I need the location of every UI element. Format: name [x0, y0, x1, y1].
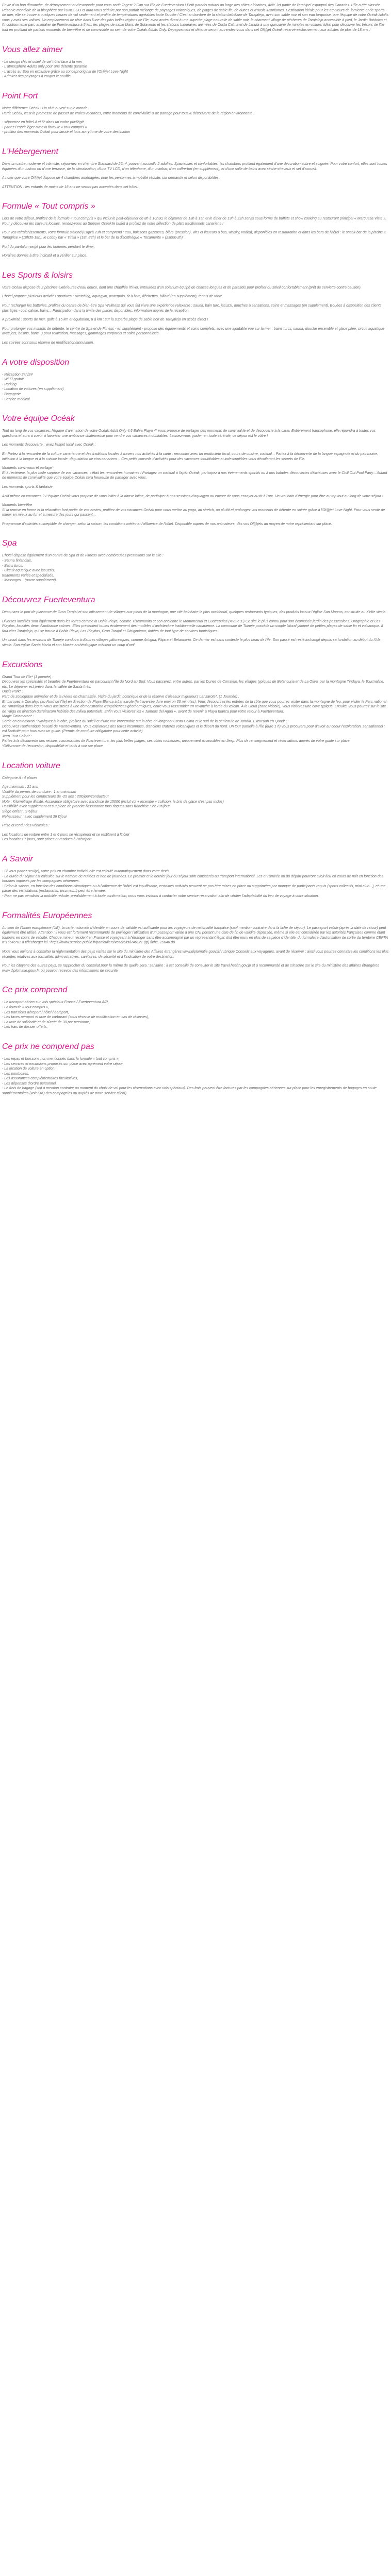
paragraph: ATTENTION : les enfants de moins de 18 ans ne seront pas acceptés dans cet hôtel. [2, 185, 138, 189]
section-title: Les Sports & loisirs [2, 270, 73, 280]
paragraph: A noter que votre Ol@jet dispose de 4 chambres aménagées pour les personnes à mobilité réduite, sur demande et selon disponibilités. [2, 176, 220, 180]
paragraph: Votre Océak dispose de 2 piscines extérieures d'eau douce, dont une chauffée l'hiver, entourées d'un solarium équipé de chaises longues et de parasols pour profiter du soleil confortablement (prêt de serviette contre caution). [2, 285, 362, 290]
paragraph: Les moments sports & fantaisie [2, 485, 53, 489]
section-formalites [2, 911, 389, 974]
paragraph: *Délivrance de l'excursion, disponibilité et tarifs à voir sur place. [2, 744, 104, 748]
paragraph: Port du pantalon exigé pour les hommes pendant le dîner. [2, 245, 95, 249]
paragraph: Note : Kilométrage illimité. Assurance obligatoire avec franchise de 1500€ (inclut vol + incendie + collision, le bris de glace n'est pas inclus) [2, 800, 224, 804]
paragraph: Si la remise en forme et la relaxation font partie de vos envies, profitez de vos vacances Océak pour vous mettre au yoga, au stretch, ou plutôt et prolongez vos moments de détente en soirée grâce à l'Ol@jet Love Night. Pour vous sentir de mieux en mieux au fur et à mesure des jours qui passent... [2, 508, 385, 517]
section-title: L'Hébergement [2, 147, 58, 156]
section-decouvrez [2, 596, 389, 648]
list-item: - L'atmosphère Adults only pour une détente garantie [2, 65, 87, 69]
paragraph: Horaires donnés à titre indicatif et à vérifier sur place. [2, 254, 88, 258]
intro-paragraph: Envie d'un bon dîmanche, de dépaysement et d'escapade pour vous sortir Tegest ? Cap sur l'île de Fuerteventura ! Petit paradis naturel au large des côtes africaines, ANY Jet partie de l'archipel espagnol des Canaries. L'île a été classée Réserve mondiale de la biosphère par l'UNESCO et aura vous séduire par son parfait mélange de paysages volcaniques, de plages de sable fin, de dunes et d'oasis luxuriantes. Destination idéale pour les amateurs de farniente et de sports de mer, elle se trouve à quelques heures de vol seulement et profite de températures agréables toute l'année ! C'est en bordure de la station balnéaire de Tarajalejo, avec son sable noir et son eau turquoise, que l'équipe de votre Océak Adults vous y avait ses valises. Un emplacement de rêve dans l'une des plus belles régions de l'île, avec accès direct à une superbe plage naturelle de sable noir, la charmant village de pêcheurs de Tarajalejo accessible à pied, le Jardin Botánico et l'incontournable parc animalier de Fuerteventura à 5 km, les plages de sable blanc de Sotavento et les stations balnéaires animées de Costa Calma et de Jandía à une quinzaine de minutes en voiture. Idéal pour découvrir les trésors de l'île tout en profitant de parfaits moments de bien-être et de convivialité au sein de votre Océak Adults Only. Dépaysement et détente seront au rendez-vous dans cet Ol@jet Océak réservé exclusivement aux adultes de plus de 18 ans ! [2, 4, 389, 32]
section-title: Découvrez Fuerteventura [2, 596, 95, 605]
paragraph: Embarquez à Corralejo (au Nord de l'île) en direction de Playa Blanca à Lanzarote (la traversée dure environ 30 minutes). Vous découvrirez les entrées de la côte que vous pourrez visiter dans la montagne de feu, pour visiter le Parc national de Timanfaya dans lequel vous assisterez à une démonstration d'expériences géothermiques, entre vous rassembler en revanche à l'orée du volcan. À la Geria (zone viticole), vous visiterez une cave typique. Ensuite, vous pourrez sur le site de Yaiga en direction d'Ereiracom habitée des milieu potentiels. Enfin vous visiterez les « Jameos del Agua », avant de revenir à Playa Blanca pour votre retour à Fuerteventura. [2, 700, 387, 714]
paragraph: Magic Catamaran* : [2, 715, 34, 719]
paragraph: Validité du permis de conduire : 1 an minimum [2, 790, 76, 794]
included-list [2, 1000, 389, 1030]
list-item: - Réception 24h/24 [2, 372, 33, 377]
paragraph: Découvrez le port de plaisance de Gran Tarajal et son lotissement de villages aux pieds de la montagne, une cité balnéaire le plus occidental, quelques restaurants typiques, des produits locaux l'église San Marcos, construite au XVIIe siècle. [2, 611, 387, 615]
section-spa [2, 539, 389, 583]
paragraph: L'hôtel dispose également d'un centre de Spa et de Fitness avec nombreuses prestations sur le site : [2, 554, 164, 558]
section-a-savoir [2, 855, 389, 899]
section-title: Formalités Européennes [2, 911, 92, 920]
paragraph: Siège enfant : 9 €/jour [2, 810, 38, 814]
list-item: - Admirer des paysages à couper le souffle [2, 75, 71, 79]
paragraph: Découvrez les spécialités et beautés de Fuerteventura en parcourant l'île du Nord au Sud. Vous passerez, entre autres, par les Dunes de Corralejo, les villages typiques de Betancuria et de La Oliva, par la montagne Tindaya, le Tourmaline, etc. Le déjeuner est prévu dans la vallée de Santa Inés. [2, 680, 384, 689]
paragraph: Lors de votre séjour, profitez de la formule « tout compris » qui inclut le petit-déjeuner de 8h à 10h30, le déjeuner de 13h à 15h et le dîner de 19h à 22h servis sous forme de buffets et show cooking au restaurant principal « Marquesa Vista ». Pour y découvrir les saveurs locales, rendez-vous au Snipper Océak'le buffet à profitez de notre sélection de plats traditionnels canariens ! [2, 217, 387, 226]
list-item: - Bagagerie [2, 392, 21, 396]
section-title: A Savoir [2, 855, 33, 864]
list-item: - Les dépenses d'ordre personnel, [2, 1081, 57, 1086]
list-item: - Les pourboires, [2, 1072, 29, 1076]
paragraph: Les moments découverte : vivez l'esprit local avec Océak : [2, 443, 96, 447]
section-excursions [2, 660, 389, 749]
spa-list [2, 558, 389, 583]
paragraph: Partez à la découverte des recoins inaccessibles de Fuerteventura, les plus belles plages, ses côtes rocheuses, uniquement accessibles en Jeep. Plus de renseignement et réservations auprès de votre guide sur place. [2, 739, 351, 743]
list-item: - L'accès au Spa en exclusive grâce au concept original de l'Ol@jet Love Night [2, 70, 128, 74]
section-title: Ce prix ne comprend pas [2, 1042, 94, 1051]
paragraph: Age minimum : 21 ans [2, 785, 38, 789]
service-list [2, 372, 389, 402]
section-title: Location voiture [2, 761, 60, 770]
paragraph: Pour les citoyens des autres pays, se rapprocher du consulat pour la même de quelle sera : sanitaire : il est conseillé de consulter le site travel.health.gov.jp et à recommandé et de s'inscrire sur le site du ministère des affaires étrangères www.diplomatie.gouv.fr, où pouvoir recevoir des informations de sécurité. [2, 964, 380, 973]
paragraph: Dans un cadre moderne et intimiste, séjournez en chambre Standard de 26m², pouvant accueillir 2 adultes. Spacieuses et confortables, les chambres profitent également d'une décoration sobre et soignée. Pour votre confort, elles sont toutes équipées d'un balcon ou d'une terrasse, de la climatisation, d'une TV LCD, d'un téléphone, d'un minibar, d'un coffre-fort (en supplément), et d'une salle de bains avec sèche-cheveux et set d'accueil. [2, 162, 387, 171]
section-title: Votre équipe Océak [2, 414, 75, 423]
paragraph: - Selon la saison, en fonction des conditions climatiques ou à l'affluence de l'hôtel est insuffisante, certaines activités peuvent ne pas être mises en place ou supprimées par manque de participants requis (sports collectifs, mini club...), et une partie des installations (restaurants, piscines...) peut être fermée. [2, 884, 386, 893]
section-formule [2, 202, 389, 259]
section-location-voiture [2, 761, 389, 843]
paragraph: Notre différence Océak : Un club ouvert sur le monde [2, 106, 88, 110]
paragraph: Les locations 7 jours, sont prises et rendues à l'aéroport [2, 838, 92, 842]
list-item: - Le design chic et soleil de cet hôtel face à la mer [2, 60, 83, 64]
paragraph: Prise et rendu des véhicules : [2, 824, 50, 828]
paragraph: Programme d'activités susceptible de changer, selon la saison, les conditions météo et l'affluence de l'hôtel. Disponible auprès de nos animateurs, dès vos Ol@jets au moyen de notre représentant sur place. [2, 522, 332, 526]
section-title: Vous allez aimer [2, 45, 63, 54]
list-item: - Le frais de bagage (soit à mention contraire au moment du choix de vol pour les réservations avec vols spéciaux). Des frais peuvent être facturés par les compagnies aériennes sur place pour les enregistrements de bagages en soute supplémentaires (voir FAQ des compagnies ou auprès de notre service client). [2, 1087, 377, 1096]
section-hebergement [2, 147, 389, 190]
page [0, 0, 391, 1121]
list-item: - Wi-Fi gratuit [2, 378, 24, 382]
paragraph: Nous vous invitons à consulter la réglementation des pays visités sur le site du ministère des Affaires étrangères www.diplomatie.gouv.fr/ rubrique Conseils aux voyageurs, avant de réserver : ainsi vous pourrez connaître les conditions les plus récentes relatives aux formalités administratives, sanitaires, de sécurité et à l'indication de votre destination. [2, 950, 389, 959]
paragraph: Au sein de l'Union européenne (UE), la carte nationale d'identité en cours de validité est suffisante pour les voyageurs de nationalité française (sauf mention contraire dans la fiche de séjour). Le passeport valide (après la date de retour) peut également être utilisé. Attention : il vous est fortement recommandé de privilégier l'utilisation d'un passeport valide à une CNI portant une date de fin de validité dépassée, même si elle est considérée par les autorités françaises comme étant toujours en cours de validité. Chaque mineur résident en France et voyageant à l'étranger sans être accompagné par un représentant légal, doit être muni en plus de sa pièce d'identité, du formulaire d'autorisation de sortie du territoire CERFA n°15646*01 à télécharger ici : https://www.service-public.fr/particuliers/vosdroits/R46121 (gt) fiche, 15646.do [2, 926, 388, 945]
paragraph: Supplément pour les conducteurs de -25 ans : 20€/jour/conducteur [2, 795, 109, 799]
section-title: Spa [2, 539, 17, 548]
list-item: - Massages... (ouvre supplément) [2, 579, 56, 583]
paragraph: En Partez à la rencontre de la culture canarienne et des traditions locales à travers nos activités à la carte : rencontre avec un producteur local, cours de cuisine, cocktail... Partez à la découverte de la langue espagnole et du patrimoine, initiation à la langue et à la cuisine locale. dégustation de vins canariens... Ces petits conseils d'activités pour des vacances inoubliables et indescriptibles vous dévoileront les secrets de l'île. [2, 452, 379, 461]
paragraph: Pour prolonger vos instants de détente, le centre de Spa et de Fitness - en supplément - propose des équipements et soins complets, avec une ajoutable vue sur la mer : bains turcs, sauna, douche ensemble et glace pilée, circuit aquatique avec jets, basins, banc...) pour relaxation, massages, gommages corporels et soins personnalisés. [2, 327, 384, 336]
paragraph: - La durée du séjour est calculée sur le nombre de nuitées et non de journées. Le premier et le dernier jour du séjour sont consacrés au transport international. Les et l'arrivée ou du départ pourront avoir lieu en cours de nuit en fonction des horaires imposés par les compagnies aériennes. [2, 874, 384, 884]
feature-list [2, 120, 389, 135]
section-point-fort [2, 92, 389, 135]
excluded-list [2, 1057, 389, 1096]
paragraph: Possibilité avec supplément et sur place de prendre l'assurance tous risques sans franchise : 22,70€/jour [2, 805, 170, 809]
paragraph: Les soirées sont sous réserve de modification/annulation. [2, 341, 94, 345]
section-equipe [2, 414, 389, 527]
list-item: - Les assurances complémentaires facultatives, [2, 1077, 78, 1081]
list-item: - Parking [2, 382, 17, 386]
paragraph: Grand Tour de l'île* (1 journée) : [2, 675, 54, 679]
section-title: Formule « Tout compris » [2, 202, 95, 211]
paragraph: Moments conviviaux et partage* [2, 466, 54, 470]
bottom-spacer [2, 1100, 389, 1121]
section-intro [2, 3, 389, 33]
list-item: - Bains turcs, [2, 564, 23, 568]
list-item: - Sauna finlandais, [2, 559, 32, 563]
list-item: - La taxe de solidarité et de sûreté de 30 par personne, [2, 1020, 90, 1024]
paragraph: Les locations de voiture entre 1 et 6 jours se récupèrent et se restituent à l'hôtel [2, 833, 129, 837]
list-item: - Service médical [2, 397, 30, 401]
paragraph: Pour vos rafraîchissements, votre formule s'étend jusqu'à 23h et comprend : eau, boissons gazeuses, bière (pression), vins et liqueurs à bas, whisky, vodka), disponibles en restauration et dans les bars de l'hôtel : le snack-bar de la piscine « Tanagrise » (10h30-18h), le Lobby bar « Tiritia » (18h-23h) et le bar de la discothèque « Tocamente » (23h00-2h). [2, 231, 386, 240]
list-item: - Les repas et boissons non mentionnés dans la formule « tout compris », [2, 1057, 120, 1061]
paragraph: Rehausseur : avec supplément 36 €/jour [2, 815, 67, 819]
paragraph: Diverses localités sont également dans les terres comme la Bahia Playa, comme Tiscamanita et son ancienne le Monumental et Cuatrepulas (XVIIIe s.) Ce site le plus connu pour son écomusée jardin des possessions. Orographie et Las Playitas, localités deux d'ambiance calmes. Elles présentent toutes évidemment des modèles d'architecture traditionnelle canarienne. La commune de Tuineje possède un simple littoral jalonné de petites plages de sable fin et volcanique. Il faut citer Tarajalejo, qui se trouve à Bahia Playa, Las Playitas, Gran Tarajal et Giniginámar, dotées de tout type de services touristiques. [2, 619, 383, 633]
paragraph: Catégorie A : 4 places [2, 776, 38, 780]
paragraph: Découvrez l'authentique beauté de Fuerteventura. Vous explorerez des terres inconnues, d'anciens cratères volcaniques et le désert du nord. Un tour partielle à l'île (dure 1 h) vous procurera pour d'avoir au coeur l'exploration, sensationnel : est l'activité pour tous avec un guide. (Permis de conduire obligatoire pour cette activité) [2, 724, 385, 734]
section-title: Excursions [2, 660, 43, 669]
paragraph: Tout au long de vos vacances, l'équipe d'animation de votre Océak Adult Only 4.5 Bahia Playa 4* vous propose de partager des moments de convivialité et de découverte à la carte. Entièrement francophone, elle répondra à toutes vos questions et aura à coeur à favoriser une ambiance chaleureuse pour rendre vos vacances inoubliables. Laissez-vous guider, en toute sérénité, ce séjour est le vôtre ! [2, 429, 376, 438]
list-item: traitements variés et spécialisés, [2, 573, 55, 578]
paragraph: L'hôtel propose plusieurs activités sportives : stretching, aquagym, waterpolo, tir à l'arc, fléchettes, billard (en supplément), tennis de table. [2, 295, 223, 299]
section-prix-ne-comprend-pas [2, 1042, 389, 1096]
section-prix-comprend [2, 986, 389, 1030]
list-item: - La location de voiture en option, [2, 1067, 56, 1071]
paragraph: Parc de zoologique animalier et de la riviera en charnassie. Visite du jardin botanique et de la réserve d'oiseaux migrateurs Lanzarote*, (1 Journée) : [2, 694, 239, 699]
list-item: - séjournez en hôtel 4 et 5* dans un cadre privilégié [2, 121, 85, 125]
paragraph: Sortie en catamaran : Naviguez à la côte, profitez du soleil et d'une vue imprenable sur la côte en longeant Costa Calma et le sud de la péninsule de Jandía. Excursion en Quad* : [2, 719, 287, 723]
list-item: - Les frais de dossier offerts. [2, 1025, 48, 1029]
section-a-votre-disposition [2, 358, 389, 402]
section-title: Point Fort [2, 91, 38, 100]
list-item: - Les transferts aéroport / hôtel / aéroport, [2, 1010, 69, 1014]
section-sports-loisirs [2, 271, 389, 346]
paragraph: Oasis Park* : [2, 690, 23, 694]
paragraph: - Si vous partez seul(e), votre prix en chambre individuelle est calculé automatiquement dans votre devis. [2, 870, 171, 874]
feature-list [2, 60, 389, 79]
list-item: - Circuit aquatique avec jacuzzis, [2, 569, 55, 573]
section-vous-allez-aimer [2, 45, 389, 79]
paragraph: Pour recharger les batteries, profitez du centre de bien-être Spa Wellness qui vous fait vivre une expérience relaxante : sauna, bain turc, jacuzzi, douches à sensations, soins et massages (en supplément). Bouées à disposition des clients plus âgés - coin calme, bains... Participation dans la limite des places disponibles, information auprès de la réception. [2, 304, 382, 313]
section-title: A votre disposition [2, 358, 70, 367]
list-item: - profitez des moments Océak pour laissé et tous au rythme de votre destination [2, 130, 131, 134]
list-item: - Le transport aérien sur vols spéciaux France / Fuerteventura A/R, [2, 1001, 109, 1005]
list-item: - Les services et excursions proposés sur place avec agrément votre séjour, [2, 1062, 124, 1066]
section-title: Ce prix comprend [2, 986, 68, 995]
paragraph: Un circuit dans les environs de Tuineje conduira à d'autres villages pittoresques, comme Antigua, Pájara et Betancuria. Ce dernier est sans conteste le plus beau de l'île. Son passé est resté inchangé depuis sa fondation au début du XVe siècle. Son église Santa María et son Musée archéologique méritent un coup d'oeil. [2, 638, 381, 647]
list-item: - La formule « tout compris », [2, 1005, 50, 1009]
list-item: - Location de voitures (en supplément) [2, 387, 64, 392]
paragraph: A proximité : sports de mer, golfs à 15 km et équitation, 8 à km : sur la superbe plage de sable noir de Tarajalejo en accès direct ! [2, 318, 208, 322]
paragraph: Jeep Tour Safari* : [2, 734, 32, 738]
paragraph: - Pour ne pas pénaliser la mobilité réduite, préalablement à toute confirmation, nous vous invitons à contacter notre service réservation afin de vérifier l'adaptabilité du lieu de voyage à votre situation. [2, 894, 319, 898]
list-item: - partez l'esprit léger avec la formule « tout compris » [2, 125, 87, 129]
paragraph: Actif même en vacances ? L'équipe Océak vous propose de vous initier à la danse latine, de participer à nos sessions d'aquagym ou encore de vous essayer au tir à l'arc. Un vrai bain d'énergie pour être au top tout au long de votre séjour ! [2, 494, 383, 498]
paragraph: Moments bien-être [2, 503, 32, 507]
paragraph: Partir Océak, c'est la promesse de passer de vraies vacances, entre moments de convivialité & de partage pour tous & découverte de la région environnante : [2, 111, 255, 115]
paragraph: Et à l'extérieur, la plus belle surprise de vos vacances, c'était les rencontres humaines ! Partagez un cocktail à l'apéri'Océak, participez à nos évènements sportifs ou à nos balades découvertes délicieuses avec le Chill Out Pool Party... Autant de moments de convivialité que votre équipe Océak sera heureuse de partager avec vous. [2, 471, 387, 480]
list-item: - Les taxes aéroport et taxe de carburant (sous réserve de modification en cas de réserves), [2, 1015, 150, 1020]
